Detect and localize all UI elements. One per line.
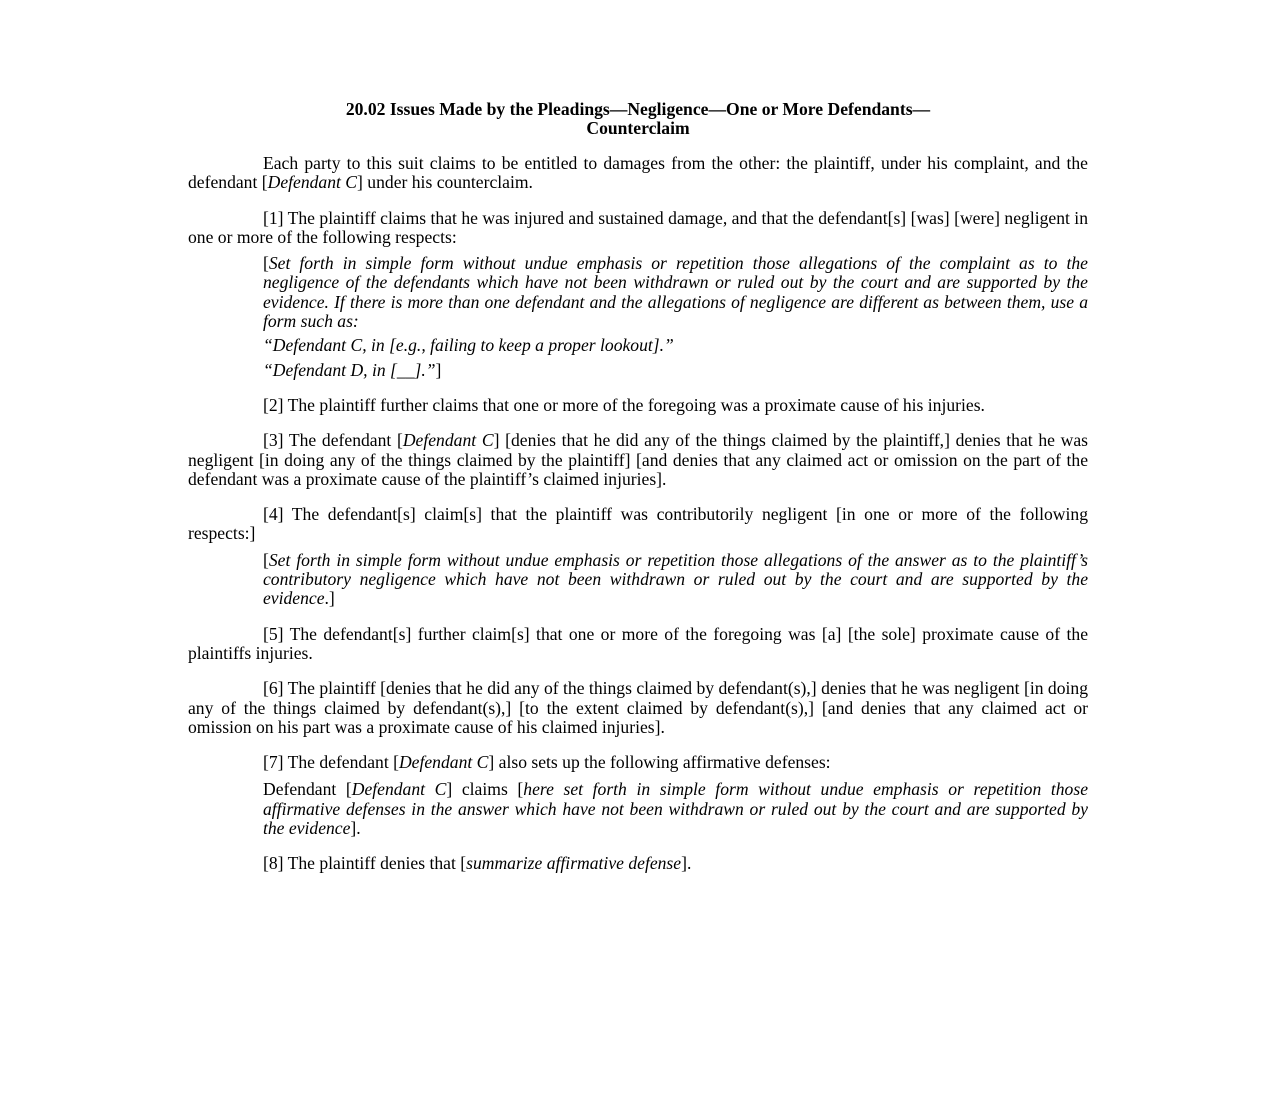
paragraph-7-defense-block [263, 780, 1088, 838]
p3-text-a: [3] The defendant [ [263, 430, 403, 451]
p1-instruction-text: Set forth in simple form without undue emphasis or repetition those allegations of the complaint as to the negligence of the defendants which have not been withdrawn or ruled out by the court and are supported by the evidence. If there is more than one defendant and the allegations of negligence are different as between them, use a form such as: [263, 253, 1088, 332]
p7-block-instruction: here set forth in simple form without undue emphasis or repetition those affirmative defenses in the answer which have not been withdrawn or ruled out by the court and are supported by the evidence [263, 779, 1089, 839]
intro-paragraph [188, 154, 1088, 193]
paragraph-3 [188, 431, 1088, 489]
p7-text-a: [7] The defendant [ [263, 752, 399, 773]
p3-party-name: Defendant C [402, 430, 494, 451]
paragraph-2: [2] The plaintiff further claims that one or more of the foregoing was a proximate cause of his injuries. [263, 394, 985, 415]
intro-text-c: ] under his counterclaim. [357, 172, 533, 193]
paragraph-6: [6] The plaintiff [denies that he did any of the things claimed by defendant(s),] denies that he was negligent [in doing any of the things claimed by defendant(s),] [to the extent claimed by defendant(s),] [and denies that any claimed act or omission on his part was a proximate cause of his claimed injuries]. [188, 678, 1088, 737]
paragraph-7 [188, 753, 1088, 772]
document-page [188, 100, 1088, 890]
p4-bracket-open: [ [263, 549, 269, 570]
p8-text-a: [8] The plaintiff denies that [ [263, 853, 467, 874]
paragraph-1-instruction [263, 254, 1088, 380]
title-line-1: 20.02 Issues Made by the Pleadings—Negligence—One or More Defendants— [345, 99, 931, 119]
p1-example-2: “Defendant D, in [__].” [263, 359, 436, 380]
intro-text-a: Each party to this suit claims to be entitled to damages from the other: the plaintiff, under his complaint, and the defendant [ [188, 153, 1088, 193]
intro-party-name: Defendant C [267, 172, 358, 193]
p7-party-name: Defendant C [398, 752, 489, 773]
p7-block-text-e: ]. [350, 818, 361, 839]
title-line-2: Counterclaim [586, 118, 690, 138]
p7-block-party-name: Defendant C [351, 779, 447, 800]
p7-block-text-a: Defendant [ [263, 779, 352, 800]
p7-block-text-c: ] claims [ [446, 779, 524, 800]
page-title [188, 100, 1088, 138]
paragraph-5: [5] The defendant[s] further claim[s] that one or more of the foregoing was [a] [the sole] proximate cause of the plaintiffs injuries. [188, 623, 1088, 663]
paragraph-8 [188, 854, 1088, 873]
p1-bracket-close: ] [435, 359, 442, 380]
p1-bracket-open: [ [263, 253, 269, 274]
p8-instruction: summarize affirmative defense [466, 853, 682, 874]
p4-bracket-close: .] [324, 588, 335, 609]
paragraph-4: [4] The defendant[s] claim[s] that the plaintiff was contributorily negligent [in one or more of the following respects:] [188, 504, 1088, 544]
p8-text-c: ]. [681, 853, 692, 874]
paragraph-4-instruction [263, 551, 1088, 609]
p4-instruction-text: Set forth in simple form without undue emphasis or repetition those allegations of the answer as to the plaintiff’s contributory negligence which have not been withdrawn or ruled out by the court and are supported by the evidence [263, 549, 1088, 609]
paragraph-1: [1] The plaintiff claims that he was injured and sustained damage, and that the defendant[s] [was] [were] negligent in one or more of the following respects: [188, 207, 1088, 247]
p3-text-c: ] [denies that he did any of the things claimed by the plaintiff,] denies that he was negligent [in doing any of the things claimed by the plaintiff] [and denies that any claimed act or omission on the part of the defendant was a proximate cause of the plaintiff’s claimed injuries]. [188, 430, 1088, 489]
p1-example-1: “Defendant C, in [e.g., failing to keep a proper lookout].” [263, 335, 674, 356]
p7-text-c: ] also sets up the following affirmative defenses: [488, 752, 831, 773]
